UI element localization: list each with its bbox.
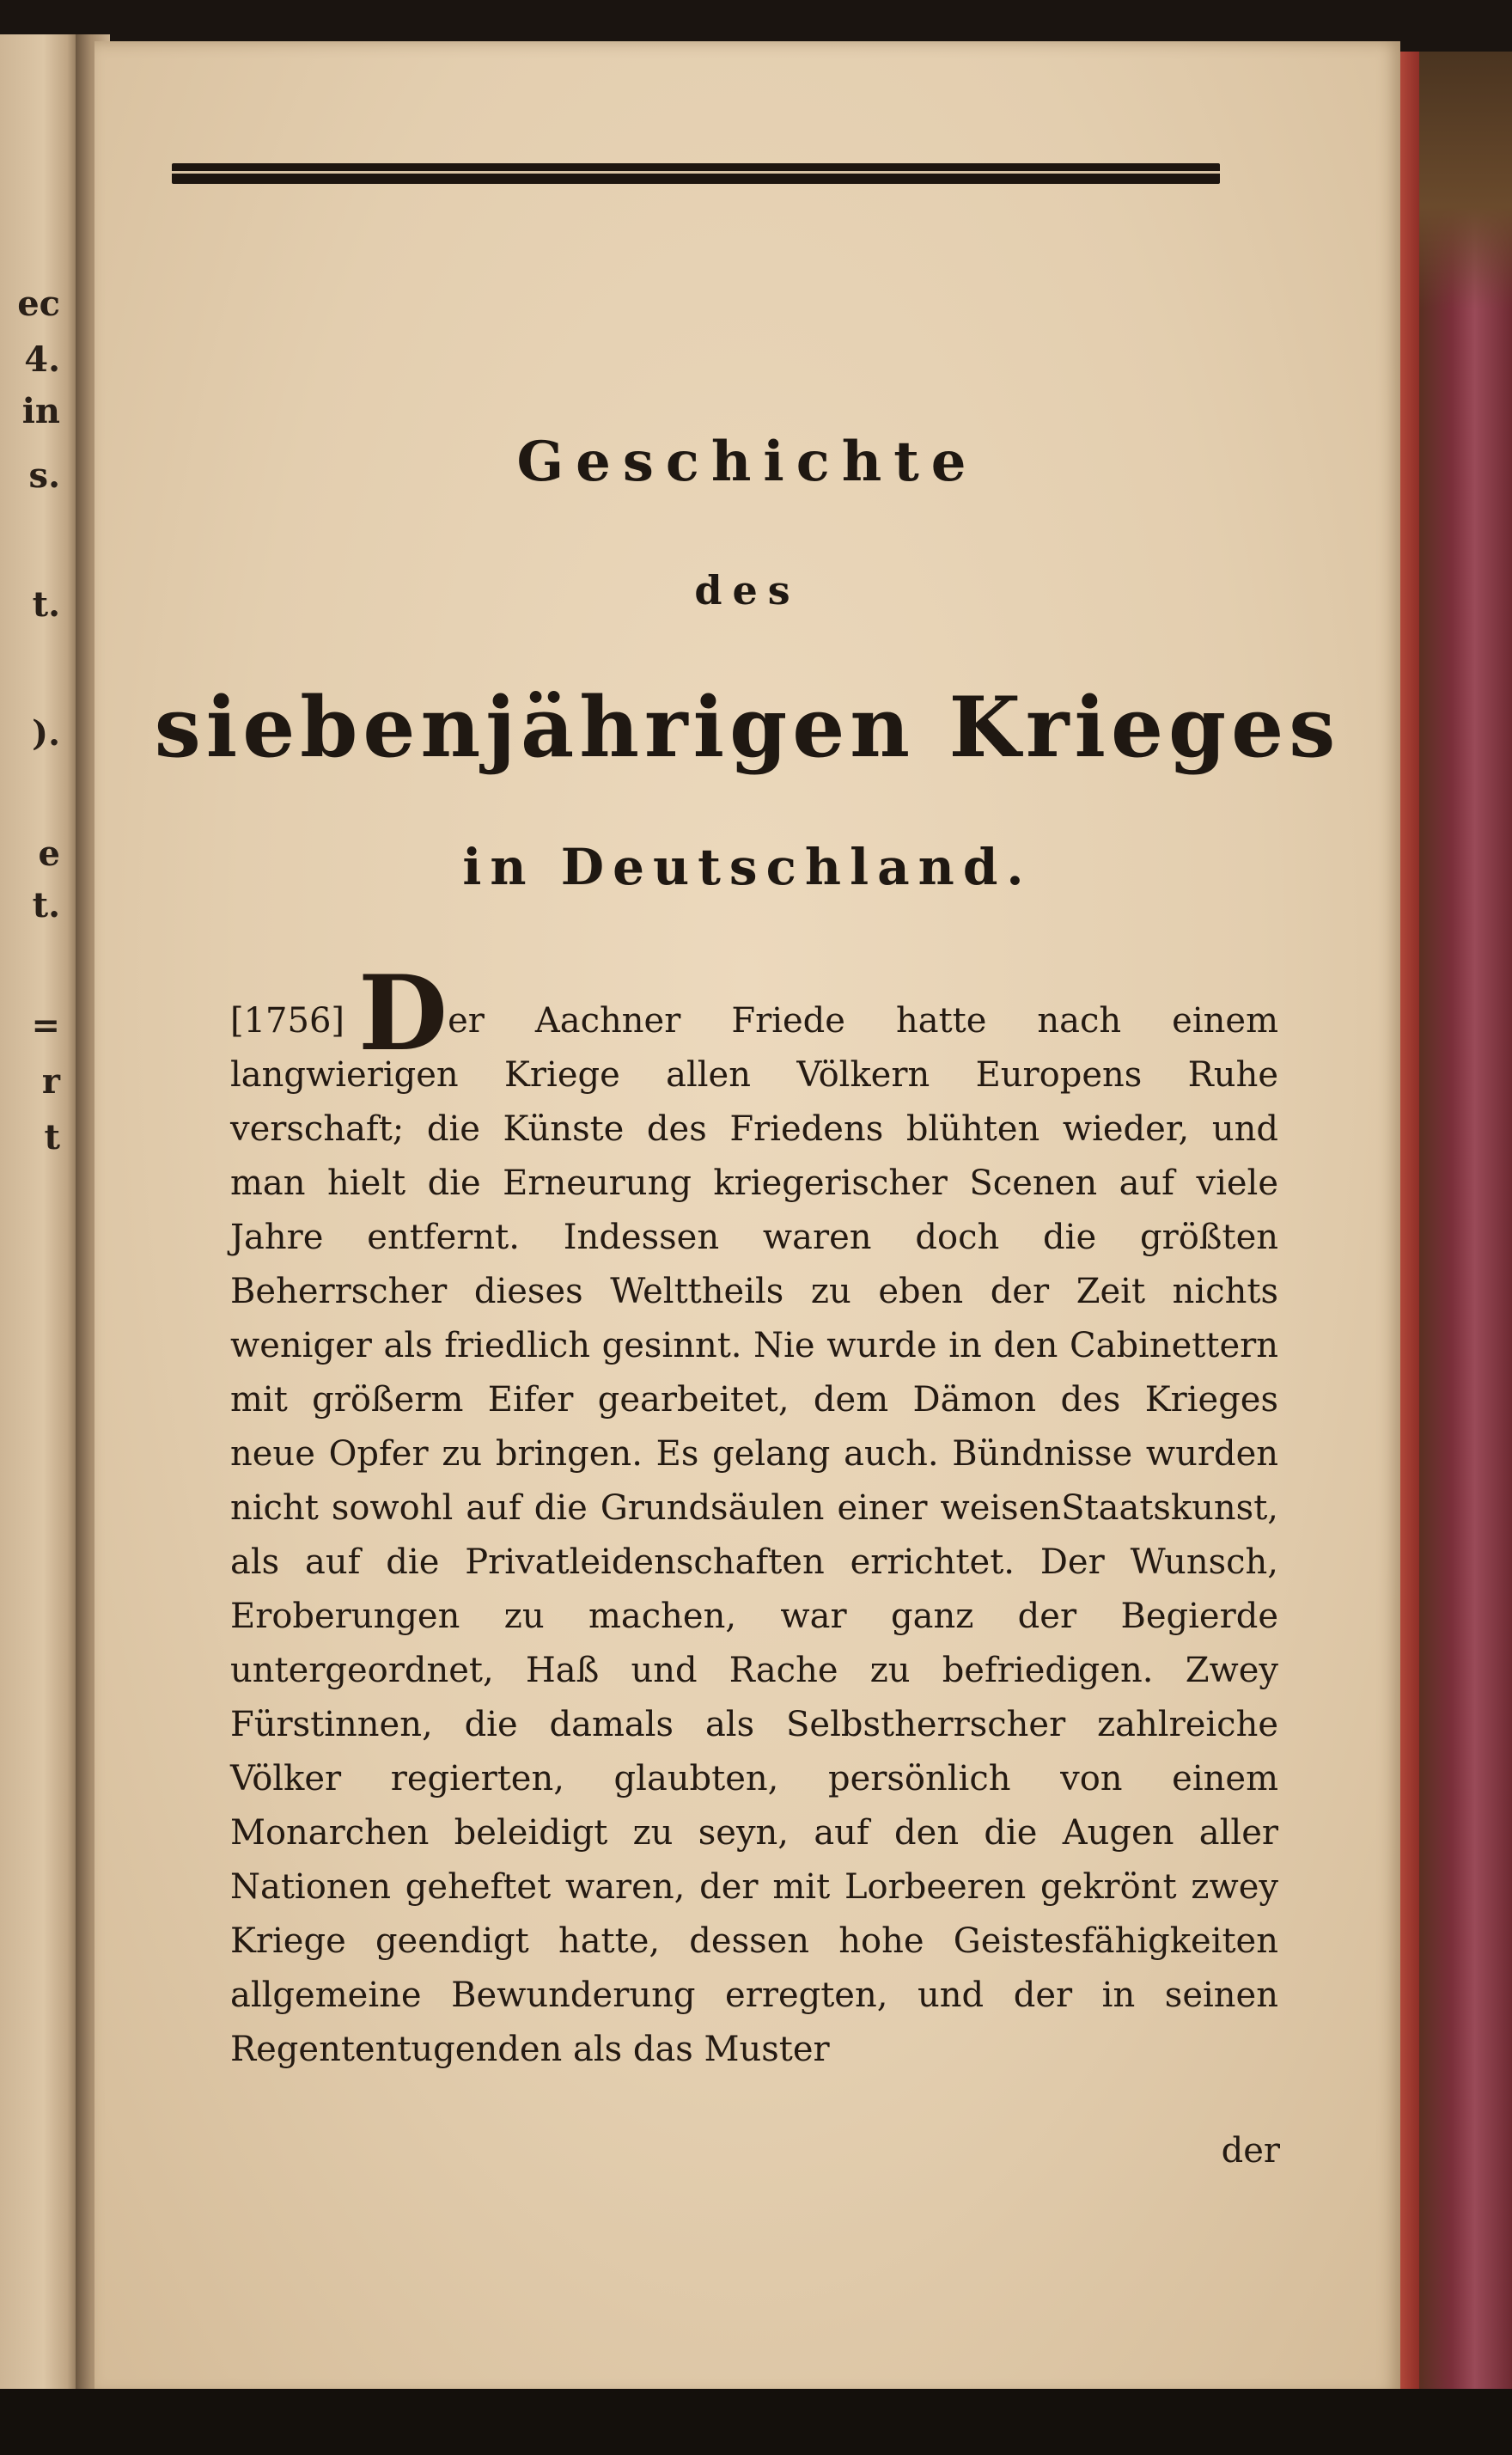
title-line-1: Geschichte: [516, 430, 979, 494]
left-facing-page: [0, 34, 79, 2406]
cover-wear: [1419, 52, 1512, 309]
left-page-fragment: t: [44, 1117, 60, 1157]
left-page-fragment: t.: [32, 584, 60, 625]
left-page-fragment: ec: [17, 284, 60, 324]
title-line-3: siebenjährigen Krieges: [154, 679, 1341, 776]
title-line-4: in Deutschland.: [462, 838, 1033, 896]
left-page-fragment: e: [38, 834, 60, 874]
body-paragraph: [230, 953, 1278, 2077]
left-page-fragment: in: [21, 391, 60, 431]
left-page-fragment: =: [31, 1005, 60, 1046]
left-page-fragment: s.: [28, 455, 60, 496]
left-page-fragment: t.: [32, 885, 60, 925]
year-marker: [1756]: [230, 1001, 345, 1041]
left-page-fragment: ).: [32, 713, 60, 754]
header-rule: [172, 163, 1220, 184]
left-page-fragment: r: [41, 1061, 60, 1102]
catchword: der: [1221, 2131, 1280, 2171]
bottom-shadow: [0, 2389, 1512, 2455]
book-cover: [1419, 52, 1512, 2406]
title-line-2: des: [694, 567, 801, 614]
body-text: er Aachner Friede hatte nach einem langwierigen Kriege allen Völkern Europens Ruhe verschaft; die Künste des Friedens blühten wieder, und man hielt die Erneurung kriegerischer Scenen auf viele Jahre entfernt. Indessen waren doch die größten Beherrscher dieses Welttheils zu eben der Zeit nichts weniger als friedlich gesinnt. Nie wurde in den Cabinettern mit größerm Eifer gearbeitet, dem Dämon des Krieges neue Opfer zu bringen. Es gelang auch. Bündnisse wurden nicht sowohl auf die Grundsäulen einer weisenStaatskunst, als auf die Privatleidenschaften errichtet. Der Wunsch, Eroberungen zu machen, war ganz der Begierde untergeordnet, Haß und Rache zu befriedigen. Zwey Fürstinnen, die damals als Selbstherrscher zahlreiche Völker regierten, glaubten, persönlich von einem Monarchen beleidigt zu seyn, auf den die Augen aller Nationen geheftet waren, der mit Lorbeeren gekrönt zwey Kriege geendigt hatte, dessen hohe Geistesfähigkeiten allgemeine Bewunderung erregten, und der in seinen Regententugenden als das Muster: [230, 1001, 1278, 2069]
drop-cap: D: [358, 953, 448, 1074]
page-edge: [1400, 52, 1419, 2406]
left-page-fragment: 4.: [24, 339, 60, 380]
